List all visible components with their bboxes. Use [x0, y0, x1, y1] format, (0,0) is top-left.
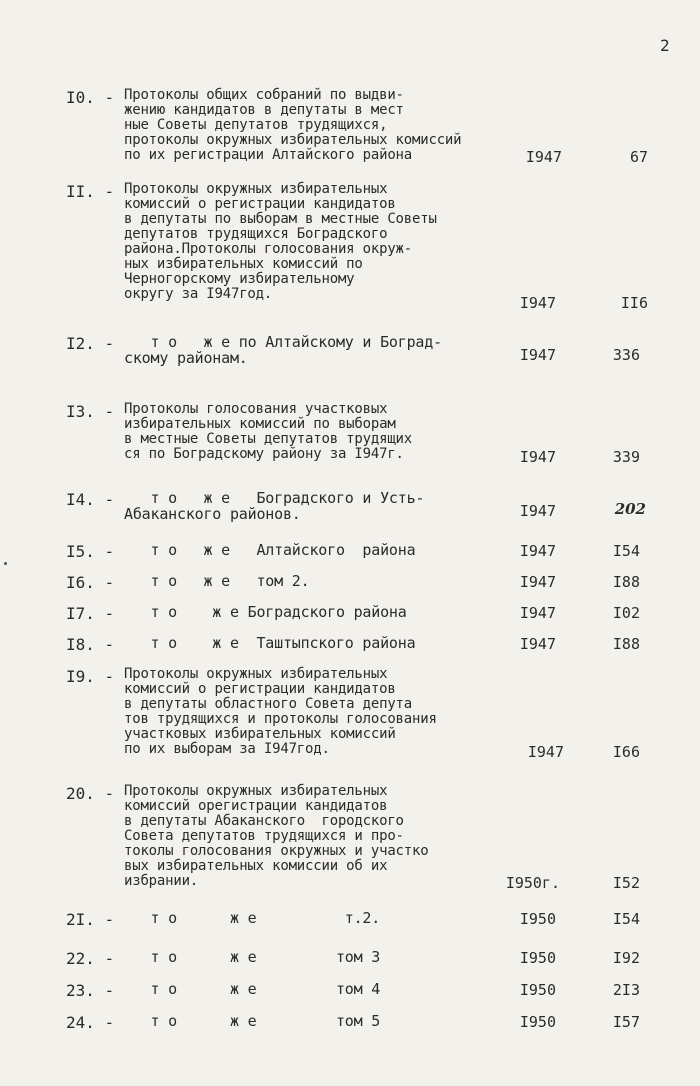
entry-number: I5. - — [66, 542, 115, 561]
entry-count: 2I3 — [612, 981, 640, 999]
entry-year: I947 — [519, 294, 556, 312]
entry-description: т о ж е Боградского района — [124, 603, 407, 621]
entry-description: Протоколы голосования участковых избирательных комиссий по выборам в местные Советы депутатов трудящих ся по Боградскому району за I947г. — [124, 401, 413, 462]
entry-description: Протоколы окружных избирательных комиссий о регистрации кандидатов в депутаты по выборам в местные Советы депутатов трудящихся Боградского района.Протоколы голосования окруж- ных избирательных комиссий по Черногорскому избирательному округу за I947год. — [124, 181, 437, 302]
entry-number: I4. - — [66, 490, 115, 509]
entry-description: Протоколы окружных избирательных комиссий орегистрации кандидатов в депутаты Абаканского городского Совета депутатов трудящихся и про- токолы голосования окружных и участко вых избирательных комиссии об их избрании. — [124, 783, 429, 889]
entry-year: I950 — [519, 949, 556, 967]
entry-count: I66 — [612, 743, 640, 761]
entry-year: I950 — [519, 981, 556, 999]
entry-year: I950 — [519, 910, 556, 928]
entry-description: т о ж е по Алтайскому и Боград- скому районам. — [124, 333, 442, 367]
entry-count: I02 — [612, 604, 640, 622]
entry-number: 24. - — [66, 1013, 115, 1032]
entry-count: I88 — [612, 635, 640, 653]
entry-count: I54 — [612, 910, 640, 928]
entry-number: 22. - — [66, 949, 115, 968]
entry-number: 20. - — [66, 784, 115, 803]
entry-description: т о ж е Боградского и Усть- Абаканского районов. — [124, 489, 425, 523]
entry-number: I6. - — [66, 573, 115, 592]
entry-number: 2I. - — [66, 910, 115, 929]
entry-count: 339 — [612, 448, 640, 466]
entry-year: I950г. — [505, 874, 560, 892]
entry-year: I947 — [519, 346, 556, 364]
entry-description: т о ж е т.2. — [124, 909, 381, 927]
entry-number: II. - — [66, 182, 115, 201]
entry-year: I947 — [525, 148, 562, 166]
entry-number: I2. - — [66, 334, 115, 353]
entry-count: I54 — [612, 542, 640, 560]
entry-year: I947 — [519, 448, 556, 466]
entry-year: I947 — [519, 542, 556, 560]
entry-description: т о ж е Таштыпского района — [124, 634, 416, 652]
entry-year: I947 — [519, 635, 556, 653]
entry-year: I950 — [519, 1013, 556, 1031]
entry-count-handwritten: 202 — [614, 500, 646, 518]
entry-number: I9. - — [66, 667, 115, 686]
entry-number: I8. - — [66, 635, 115, 654]
entry-description: Протоколы общих собраний по выдви- жению кандидатов в депутаты в мест ные Советы депутатов трудящихся, протоколы окружных избирательных комиссий по их регистрации Алтайского района — [124, 87, 462, 163]
entry-description: т о ж е Алтайского района — [124, 541, 416, 559]
page-number: 2 — [660, 36, 670, 55]
entry-year: I947 — [519, 502, 556, 520]
entry-count: II6 — [620, 294, 648, 312]
entry-description: т о ж е том 3 — [124, 948, 381, 966]
entry-count: I52 — [612, 874, 640, 892]
entry-description: т о ж е том 5 — [124, 1012, 381, 1030]
entry-number: I7. - — [66, 604, 115, 623]
entry-count: 67 — [629, 148, 648, 166]
entry-number: I0. - — [66, 88, 115, 107]
entry-count: I57 — [612, 1013, 640, 1031]
entry-year: I947 — [519, 573, 556, 591]
entry-number: I3. - — [66, 402, 115, 421]
entry-year: I947 — [519, 604, 556, 622]
entry-count: 336 — [612, 346, 640, 364]
scan-speck — [4, 562, 7, 565]
entry-year: I947 — [527, 743, 564, 761]
entry-description: т о ж е том 4 — [124, 980, 381, 998]
entry-count: I92 — [612, 949, 640, 967]
entry-number: 23. - — [66, 981, 115, 1000]
entry-description: т о ж е том 2. — [124, 572, 310, 590]
entry-description: Протоколы окружных избирательных комиссий о регистрации кандидатов в депутаты областного Совета депута тов трудящихся и протоколы голосования участковых избирательных комиссий по их выборам за I947год. — [124, 666, 437, 757]
entry-count: I88 — [612, 573, 640, 591]
